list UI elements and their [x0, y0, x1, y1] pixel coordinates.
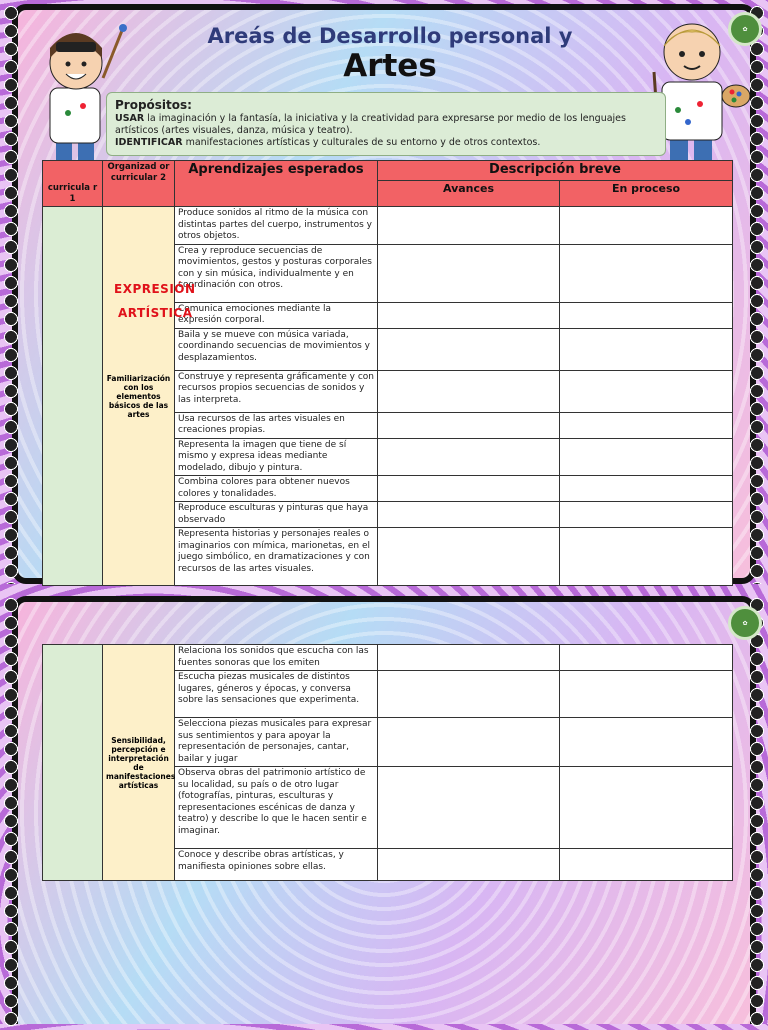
aprendizaje-cell: Crea y reproduce secuencias de movimientos, gestos y posturas corporales con y sin música, individualmente y en coordinación con otros.: [175, 244, 378, 302]
avances-cell[interactable]: [378, 671, 560, 718]
proposito-usar: [115, 113, 657, 137]
usar-keyword: USAR: [115, 113, 145, 124]
aprendizaje-cell: Produce sonidos al ritmo de la música con distintas partes del cuerpo, instrumentos y otros objetos.: [175, 207, 378, 245]
page-title-line1: Areás de Desarrollo personal y: [207, 24, 573, 48]
en-proceso-cell[interactable]: [560, 328, 733, 370]
aprendizaje-cell: Relaciona los sonidos que escucha con las fuentes sonoras que los emiten: [175, 645, 378, 671]
avances-cell[interactable]: [378, 207, 560, 245]
aprendizaje-cell: Combina colores para obtener nuevos colores y tonalidades.: [175, 476, 378, 502]
avances-cell[interactable]: [378, 718, 560, 767]
en-proceso-cell[interactable]: [560, 412, 733, 438]
aprendizaje-cell: Baila y se mueve con música variada, coordinando secuencias de movimientos y desplazamientos.: [175, 328, 378, 370]
aprendizaje-cell: Conoce y describe obras artísticas, y manifiesta opiniones sobre ellas.: [175, 849, 378, 881]
propositos-heading: Propósitos:: [115, 98, 192, 112]
expresion-label-2: ARTÍSTICA: [118, 306, 193, 320]
usar-text: la imaginación y la fantasía, la iniciativa y la creatividad para expresarse por medio de los lenguajes artísticos (artes visuales, danza, música y teatro).: [115, 113, 626, 136]
organizer-2-cell: Familiarización con los elementos básicos de las artes: [103, 207, 175, 586]
identificar-text: manifestaciones artísticas y culturales de su entorno y de otros contextos.: [182, 137, 541, 148]
col-header-organizador-2: Organizad or curricular 2: [103, 161, 175, 207]
en-proceso-cell[interactable]: [560, 767, 733, 849]
aprendizaje-cell: Construye y representa gráficamente y con recursos propios secuencias de sonidos y las interpreta.: [175, 370, 378, 412]
aprendizaje-cell: Escucha piezas musicales de distintos lugares, géneros y épocas, y conversa sobre las sensaciones que experimenta.: [175, 671, 378, 718]
page-1: [12, 4, 756, 584]
avances-cell[interactable]: [378, 438, 560, 476]
aprendizaje-cell: Representa la imagen que tiene de sí mismo y expresa ideas mediante modelado, dibujo y pintura.: [175, 438, 378, 476]
en-proceso-cell[interactable]: [560, 645, 733, 671]
table-page-1: [42, 160, 733, 586]
aprendizaje-cell: Observa obras del patrimonio artístico de su localidad, su país o de otro lugar (fotografías, pinturas, esculturas y representaciones escénicas de danza y teatro) y describe lo que le hacen sentir e imaginar.: [175, 767, 378, 849]
identificar-keyword: IDENTIFICAR: [115, 137, 183, 148]
avances-cell[interactable]: [378, 767, 560, 849]
avances-cell[interactable]: [378, 328, 560, 370]
en-proceso-cell[interactable]: [560, 671, 733, 718]
page-2: [12, 596, 756, 1024]
logo-badge: ✿: [728, 606, 762, 640]
logo-badge: ✿: [728, 12, 762, 46]
avances-cell[interactable]: [378, 645, 560, 671]
en-proceso-cell[interactable]: [560, 476, 733, 502]
scallop-border-right: [748, 596, 766, 1030]
scallop-border-right: [748, 4, 766, 584]
en-proceso-cell[interactable]: [560, 849, 733, 881]
en-proceso-cell[interactable]: [560, 438, 733, 476]
organizer-2-cell: Sensibilidad, percepción e interpretación de manifestaciones artísticas: [103, 645, 175, 881]
col-header-descripcion: Descripción breve: [378, 161, 733, 181]
avances-cell[interactable]: [378, 476, 560, 502]
col-header-avances: Avances: [378, 181, 560, 207]
avances-cell[interactable]: [378, 244, 560, 302]
scallop-border-left: [2, 4, 20, 584]
en-proceso-cell[interactable]: [560, 718, 733, 767]
page-title-line2: Artes: [343, 48, 437, 84]
avances-cell[interactable]: [378, 302, 560, 328]
en-proceso-cell[interactable]: [560, 528, 733, 586]
aprendizaje-cell: Comunica emociones mediante la expresión corporal.: [175, 302, 378, 328]
en-proceso-cell[interactable]: [560, 302, 733, 328]
avances-cell[interactable]: [378, 370, 560, 412]
en-proceso-cell[interactable]: [560, 207, 733, 245]
en-proceso-cell[interactable]: [560, 502, 733, 528]
en-proceso-cell[interactable]: [560, 370, 733, 412]
aprendizaje-cell: Reproduce esculturas y pinturas que haya observado: [175, 502, 378, 528]
avances-cell[interactable]: [378, 502, 560, 528]
aprendizaje-cell: Usa recursos de las artes visuales en creaciones propias.: [175, 412, 378, 438]
col-header-en-proceso: En proceso: [560, 181, 733, 207]
avances-cell[interactable]: [378, 528, 560, 586]
aprendizaje-cell: Selecciona piezas musicales para expresar sus sentimientos y para apoyar la representación de personajes, cantar, bailar y jugar: [175, 718, 378, 767]
col-header-aprendizajes: Aprendizajes esperados: [175, 161, 378, 207]
proposito-identificar: [115, 137, 657, 149]
table-page-2: [42, 644, 733, 881]
organizer-1-cell: [43, 207, 103, 586]
avances-cell[interactable]: [378, 412, 560, 438]
scallop-border-left: [2, 596, 20, 1030]
expresion-label-1: EXPRESIÓN: [114, 282, 196, 296]
propositos-box: [106, 92, 666, 156]
avances-cell[interactable]: [378, 849, 560, 881]
aprendizaje-cell: Representa historias y personajes reales o imaginarios con mímica, marionetas, en el juego simbólico, en dramatizaciones y con recursos de las artes visuales.: [175, 528, 378, 586]
organizer-1-cell: [43, 645, 103, 881]
en-proceso-cell[interactable]: [560, 244, 733, 302]
col-header-curricular-1: curricula r 1: [43, 161, 103, 207]
